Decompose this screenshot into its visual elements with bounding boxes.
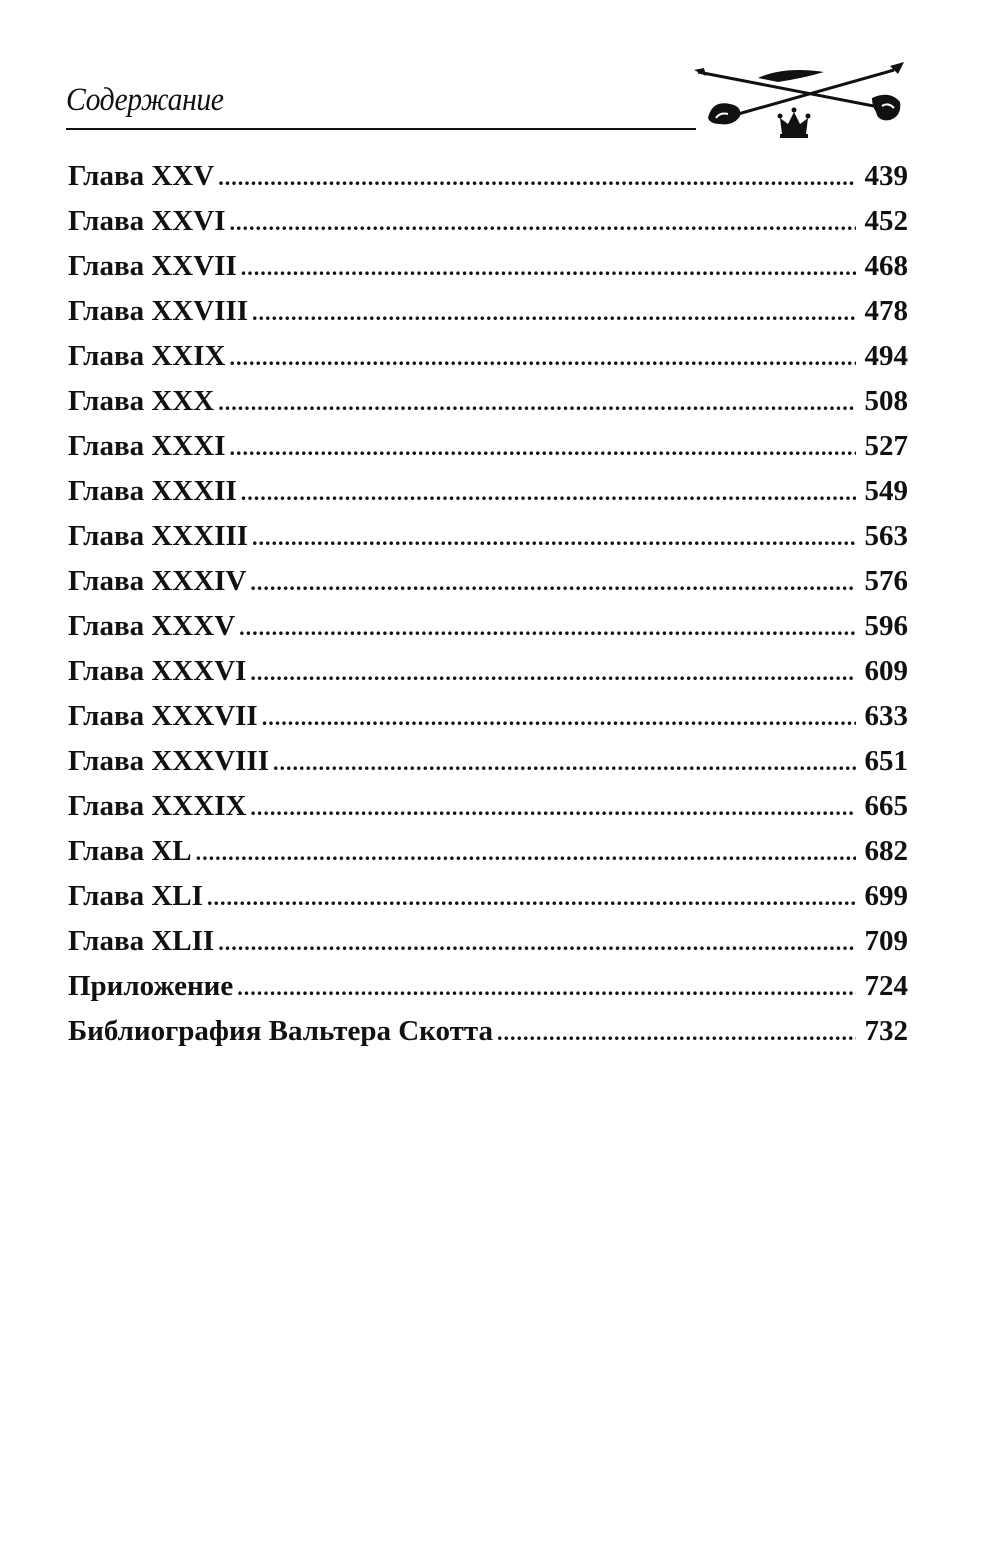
dot-leader — [239, 615, 856, 641]
toc-entry[interactable] — [68, 970, 908, 1015]
toc-entry-label: Глава XLI — [68, 880, 203, 912]
toc-entry-page-number: 633 — [864, 700, 908, 732]
dot-leader — [250, 570, 856, 596]
dot-leader — [497, 1020, 856, 1046]
toc-entry-page-number: 452 — [864, 205, 908, 237]
dot-leader — [207, 885, 856, 911]
toc-entry-label: Библиография Вальтера Скотта — [68, 1015, 493, 1047]
dot-leader — [218, 390, 856, 416]
toc-entry[interactable] — [68, 160, 908, 205]
toc-entry[interactable] — [68, 925, 908, 970]
toc-entry-page-number: 709 — [864, 925, 908, 957]
toc-entry[interactable] — [68, 700, 908, 745]
toc-entry-label: Глава XXVII — [68, 250, 237, 282]
toc-entry[interactable] — [68, 610, 908, 655]
dot-leader — [273, 750, 856, 776]
toc-entry[interactable] — [68, 340, 908, 385]
toc-entry[interactable] — [68, 565, 908, 610]
dot-leader — [250, 795, 856, 821]
toc-entry-label: Глава XXXIX — [68, 790, 247, 822]
toc-entry[interactable] — [68, 835, 908, 880]
toc-entry-label: Глава XXXIII — [68, 520, 249, 552]
toc-entry-page-number: 468 — [864, 250, 908, 282]
toc-entry-page-number: 576 — [864, 565, 908, 597]
toc-entry-page-number: 665 — [864, 790, 908, 822]
toc-entry[interactable] — [68, 1015, 908, 1060]
toc-entry[interactable] — [68, 205, 908, 250]
page-title: Содержание — [66, 82, 224, 118]
crossed-swords-crown-icon — [694, 60, 904, 140]
toc-entry-label: Глава XXXVIII — [68, 745, 269, 777]
dot-leader — [241, 480, 856, 506]
toc-entry[interactable] — [68, 520, 908, 565]
toc-entry-page-number: 508 — [864, 385, 908, 417]
toc-entry-label: Глава XXXII — [68, 475, 237, 507]
toc-entry-label: Глава XXXVI — [68, 655, 247, 687]
dot-leader — [196, 840, 856, 866]
toc-entry-label: Глава XXV — [68, 160, 215, 192]
dot-leader — [241, 255, 856, 281]
dot-leader — [218, 930, 856, 956]
dot-leader — [218, 165, 856, 191]
toc-entry-label: Приложение — [68, 970, 234, 1002]
table-of-contents — [68, 160, 908, 1060]
toc-entry-label: Глава XXIX — [68, 340, 226, 372]
toc-entry-page-number: 549 — [864, 475, 908, 507]
toc-entry-label: Глава XXVI — [68, 205, 226, 237]
dot-leader — [229, 210, 856, 236]
toc-entry[interactable] — [68, 745, 908, 790]
toc-entry-page-number: 682 — [864, 835, 908, 867]
page-header — [66, 60, 901, 140]
toc-entry-label: Глава XXXIV — [68, 565, 247, 597]
toc-entry-page-number: 596 — [864, 610, 908, 642]
toc-entry[interactable] — [68, 790, 908, 835]
dot-leader — [252, 300, 856, 326]
toc-entry-page-number: 609 — [864, 655, 908, 687]
toc-entry[interactable] — [68, 655, 908, 700]
toc-entry[interactable] — [68, 385, 908, 430]
toc-entry[interactable] — [68, 430, 908, 475]
dot-leader — [237, 975, 856, 1001]
toc-entry-page-number: 439 — [864, 160, 908, 192]
toc-entry[interactable] — [68, 475, 908, 520]
dot-leader — [252, 525, 856, 551]
header-divider — [66, 128, 696, 130]
toc-entry-label: Глава XL — [68, 835, 192, 867]
toc-entry-label: Глава XXVIII — [68, 295, 249, 327]
toc-entry[interactable] — [68, 250, 908, 295]
toc-entry-page-number: 732 — [864, 1015, 908, 1047]
toc-entry-page-number: 494 — [864, 340, 908, 372]
toc-entry-page-number: 527 — [864, 430, 908, 462]
toc-entry[interactable] — [68, 295, 908, 340]
toc-entry-page-number: 724 — [864, 970, 908, 1002]
toc-entry-page-number: 651 — [864, 745, 908, 777]
dot-leader — [262, 705, 856, 731]
toc-entry-label: Глава XXXV — [68, 610, 236, 642]
toc-entry-page-number: 478 — [864, 295, 908, 327]
dot-leader — [229, 345, 856, 371]
toc-entry-page-number: 699 — [864, 880, 908, 912]
toc-entry-page-number: 563 — [864, 520, 908, 552]
toc-entry-label: Глава XXXI — [68, 430, 226, 462]
toc-entry-label: Глава XXXVII — [68, 700, 258, 732]
toc-entry[interactable] — [68, 880, 908, 925]
dot-leader — [250, 660, 856, 686]
toc-entry-label: Глава XXX — [68, 385, 215, 417]
toc-entry-label: Глава XLII — [68, 925, 215, 957]
dot-leader — [229, 435, 856, 461]
